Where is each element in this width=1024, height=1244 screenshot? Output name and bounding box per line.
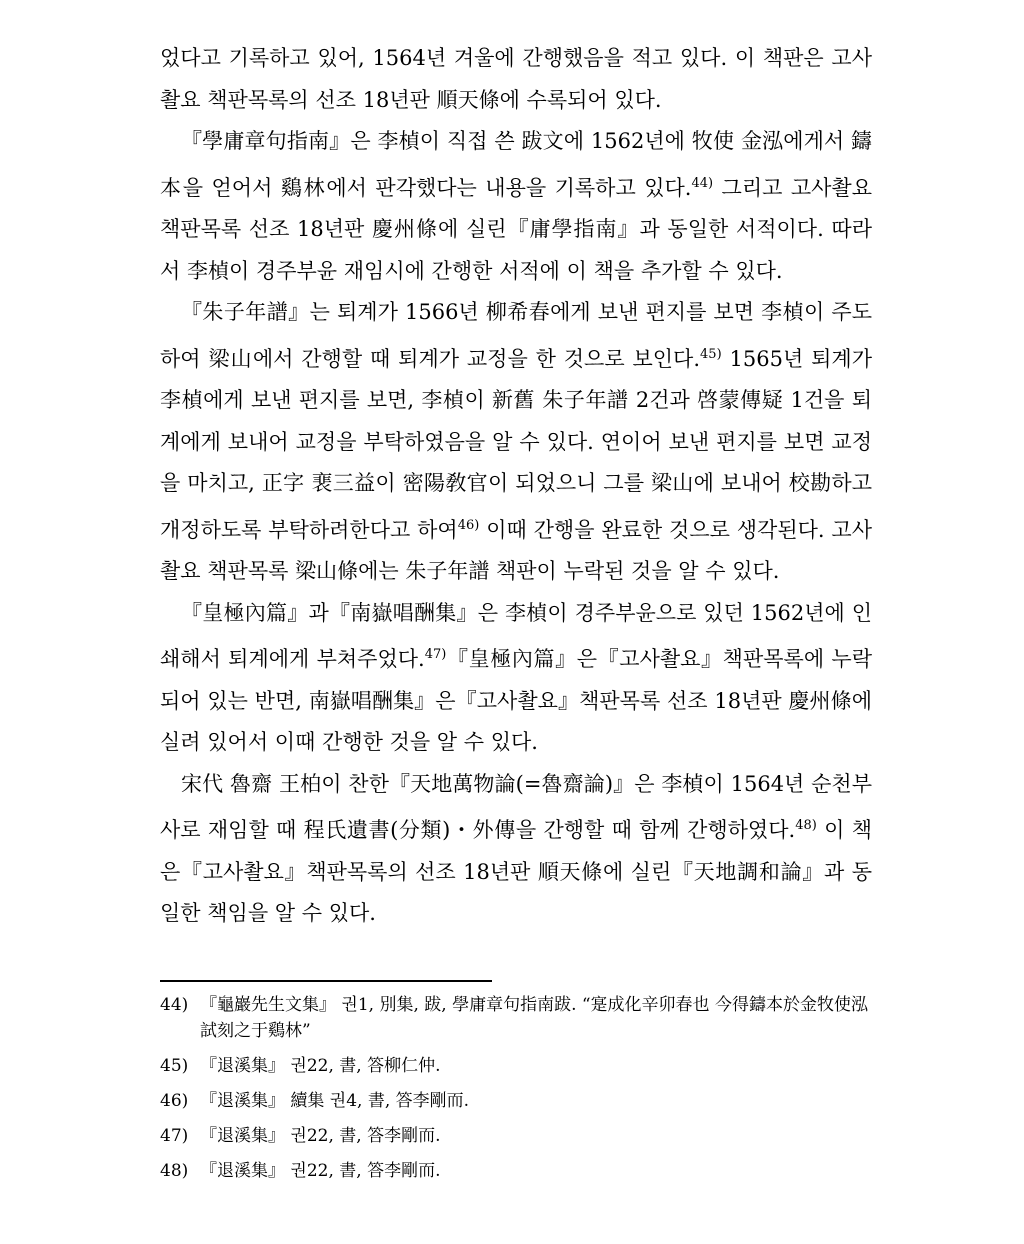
paragraph	[160, 38, 872, 121]
paragraph-text: 『學庸章句指南』은 李楨이 직접 쓴 跋文에 1562년에 牧使 金泓에게서 鑄本을 얻어서 鷄林에서 판각했다는 내용을 기록하고 있다.	[160, 129, 872, 200]
paragraph	[160, 292, 872, 593]
footnote-text: 『退溪集』 권22, 書, 答李剛而.	[200, 1126, 441, 1146]
paragraph	[160, 764, 872, 935]
footnote-text: 『退溪集』 권22, 書, 答李剛而.	[200, 1161, 441, 1181]
footnote-ref: 45)	[700, 346, 722, 362]
footnote	[160, 1123, 872, 1149]
footnote-text: 『退溪集』 권22, 書, 答柳仁仲.	[200, 1056, 441, 1076]
paragraph	[160, 593, 872, 764]
paragraph-text: 『皇極內篇』은『고사촬요』책판목록에 누락되어 있는 반면, 南嶽唱酬集』은『고사촬요』책판목록 선조 18년판 慶州條에 실려 있어서 이때 간행한 것을 알 수 있다.	[160, 647, 872, 754]
footnote	[160, 992, 872, 1044]
paragraph-text: 『朱子年譜』는 퇴계가 1566년 柳希春에게 보낸 편지를 보면 李楨이 주도하여 梁山에서 간행할 때 퇴계가 교정을 한 것으로 보인다.	[160, 300, 872, 371]
footnote-ref: 44)	[691, 175, 714, 191]
body-text	[160, 38, 872, 935]
footnote-number: 47)	[160, 1126, 189, 1146]
footnote-number: 44)	[160, 995, 189, 1015]
footnote	[160, 1088, 872, 1114]
footnotes	[160, 992, 872, 1193]
footnote	[160, 1158, 872, 1184]
paragraph-text: 이 책은『고사촬요』책판목록의 선조 18년판 順天條에 실린『天地調和論』과 동일한 책임을 알 수 있다.	[160, 818, 872, 925]
paragraph-text: 1565년 퇴계가 李楨에게 보낸 편지를 보면, 李楨이 新舊 朱子年譜 2건과 啓蒙傳疑 1건을 퇴계에게 보내어 교정을 부탁하였음을 알 수 있다. 연이어 보낸 편지를 보면 교정을 마치고, 正字 裵三益이 密陽敎官이 되었으니 그를 梁山에 보내어 校勘하고 개정하도록 부탁하려한다고 하여	[160, 346, 872, 542]
footnote-ref: 48)	[795, 818, 817, 833]
footnote-number: 45)	[160, 1056, 189, 1076]
footnote-text: 『退溪集』 續集 권4, 書, 答李剛而.	[200, 1091, 470, 1111]
footnote-divider	[160, 980, 492, 982]
paragraph-text: 『皇極內篇』과『南嶽唱酬集』은 李楨이 경주부윤으로 있던 1562년에 인쇄해서 퇴계에게 부쳐주었다.	[160, 600, 872, 671]
footnote-ref: 46)	[457, 517, 480, 533]
paragraph-text: 이때 간행을 완료한 것으로 생각된다. 고사촬요 책판목록 梁山條에는 朱子年譜 책판이 누락된 것을 알 수 있다.	[160, 517, 872, 583]
footnote-number: 48)	[160, 1161, 189, 1181]
footnote-text: 『龜巖先生文集』 권1, 別集, 跋, 學庸章句指南跋. “寔成化辛卯春也 今得鑄本於金牧使泓 試刻之于鷄林”	[200, 995, 868, 1041]
paragraph-text: 宋代 魯齋 王柏이 찬한『天地萬物論(=魯齋論)』은 李楨이 1564년 순천부사로 재임할 때 程氏遺書(分類)・外傳을 간행할 때 함께 간행하였다.	[160, 771, 872, 842]
footnote-ref: 47)	[424, 647, 447, 662]
paragraph-text: 그리고 고사촬요 책판목록 선조 18년판 慶州條에 실린『庸學指南』과 동일한 서적이다. 따라서 李楨이 경주부윤 재임시에 간행한 서적에 이 책을 추가할 수 있다.	[160, 175, 872, 283]
paragraph-text: 었다고 기록하고 있어, 1564년 겨울에 간행했음을 적고 있다. 이 책판은 고사촬요 책판목록의 선조 18년판 順天條에 수록되어 있다.	[160, 46, 872, 112]
paragraph	[160, 121, 872, 292]
footnote	[160, 1053, 872, 1079]
footnote-number: 46)	[160, 1091, 189, 1111]
